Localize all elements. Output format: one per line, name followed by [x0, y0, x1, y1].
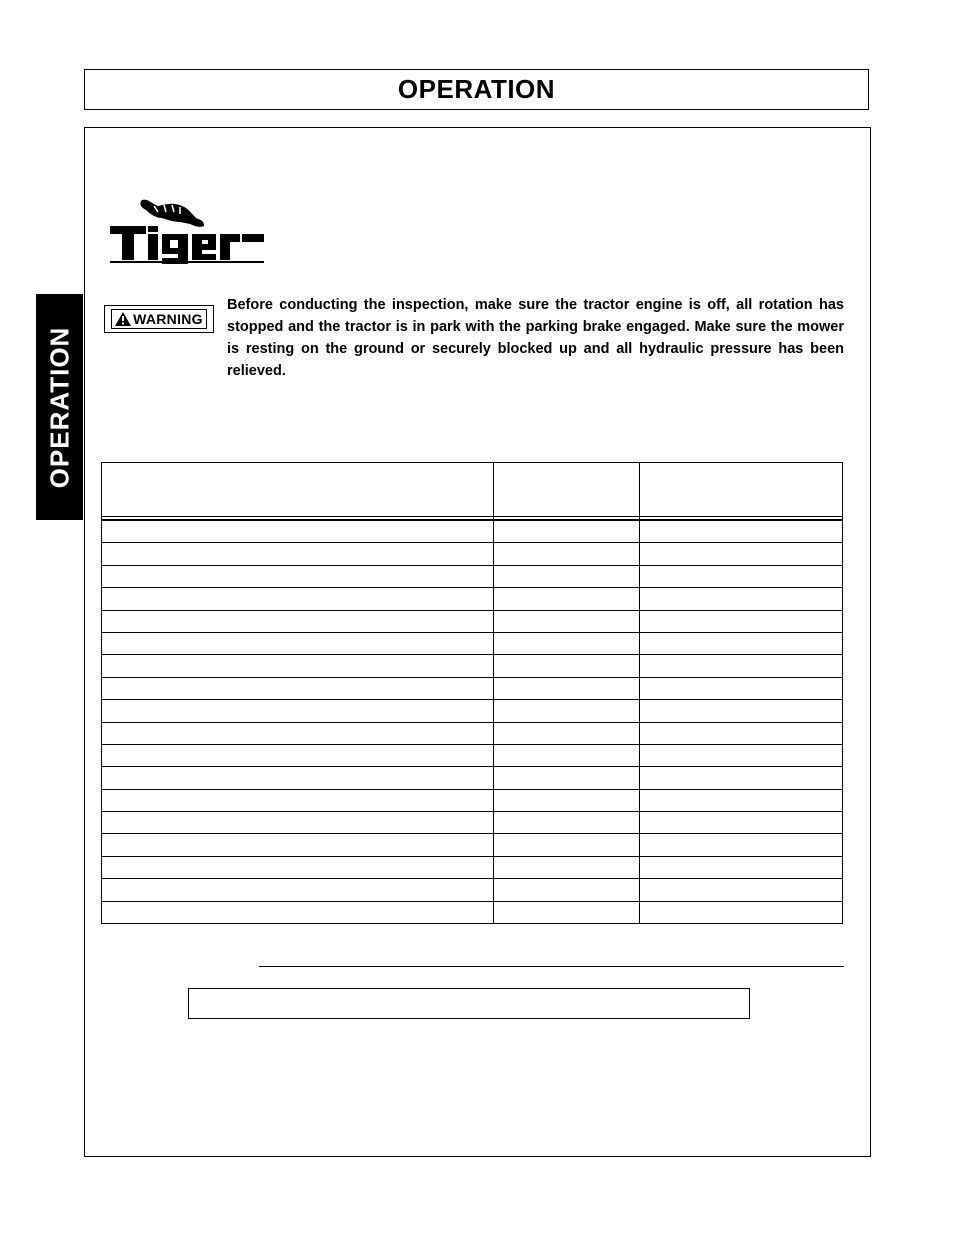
- table-body: [102, 517, 843, 924]
- table-cell: [102, 565, 494, 587]
- table-cell: [102, 879, 494, 901]
- table-cell: [494, 722, 640, 744]
- tiger-logo: [108, 196, 268, 268]
- table-row: [102, 588, 843, 610]
- table-row: [102, 632, 843, 654]
- table-cell: [102, 700, 494, 722]
- table-cell: [494, 588, 640, 610]
- table-cell: [102, 856, 494, 878]
- table-row: [102, 700, 843, 722]
- table-cell: [102, 834, 494, 856]
- table-cell: [640, 789, 843, 811]
- table-cell: [640, 700, 843, 722]
- table-cell: [640, 901, 843, 923]
- table-row: [102, 744, 843, 766]
- table-cell: [102, 610, 494, 632]
- table-cell: [494, 901, 640, 923]
- table-row: [102, 901, 843, 923]
- table-cell: [102, 632, 494, 654]
- inspection-table: [101, 462, 843, 924]
- table-cell: [640, 767, 843, 789]
- table-cell: [494, 543, 640, 565]
- table-row: [102, 856, 843, 878]
- table-row: [102, 767, 843, 789]
- table-cell: [640, 565, 843, 587]
- table-cell: [640, 588, 843, 610]
- table-row: [102, 543, 843, 565]
- table-cell: [640, 879, 843, 901]
- table-cell: [102, 655, 494, 677]
- table-cell: [640, 543, 843, 565]
- table-cell: [494, 565, 640, 587]
- table-cell: [494, 744, 640, 766]
- side-section-tab: [36, 294, 83, 520]
- table-cell: [640, 722, 843, 744]
- header-title-box: [84, 69, 869, 110]
- table-row: [102, 520, 843, 543]
- table-cell: [102, 520, 494, 543]
- tiger-wordmark: [110, 226, 264, 264]
- warning-badge: [104, 305, 214, 333]
- table-cell: [640, 834, 843, 856]
- tiger-figure: [140, 200, 204, 227]
- table-cell: [102, 722, 494, 744]
- table-header-cell: [102, 463, 494, 517]
- table-cell: [640, 812, 843, 834]
- table-row: [102, 677, 843, 699]
- table-row: [102, 565, 843, 587]
- table-cell: [494, 879, 640, 901]
- table-cell: [494, 700, 640, 722]
- table-cell: [102, 543, 494, 565]
- table-cell: [640, 677, 843, 699]
- table-header-row: [102, 463, 843, 517]
- table-cell: [102, 812, 494, 834]
- warning-triangle-icon: [115, 312, 131, 326]
- table-cell: [494, 610, 640, 632]
- table-cell: [494, 520, 640, 543]
- table-cell: [494, 767, 640, 789]
- table-cell: [494, 812, 640, 834]
- warning-message: Before conducting the inspection, make sure the tractor engine is off, all rotation has stopped and the tractor is in park with the parking brake engaged. Make sure the mower is resting on the ground or securely blocked up and all hydraulic pressure has been relieved.: [227, 297, 844, 379]
- table-row: [102, 722, 843, 744]
- table-cell: [640, 632, 843, 654]
- table-cell: [640, 744, 843, 766]
- table-row: [102, 834, 843, 856]
- table-cell: [640, 655, 843, 677]
- table-cell: [494, 834, 640, 856]
- table-cell: [102, 789, 494, 811]
- note-box: [188, 988, 750, 1019]
- table-row: [102, 655, 843, 677]
- table-row: [102, 610, 843, 632]
- table-cell: [494, 655, 640, 677]
- table-cell: [102, 901, 494, 923]
- table-cell: [494, 856, 640, 878]
- table-header-cell: [640, 463, 843, 517]
- table-row: [102, 789, 843, 811]
- table-cell: [494, 677, 640, 699]
- table-cell: [102, 744, 494, 766]
- table-cell: [640, 856, 843, 878]
- table-cell: [102, 767, 494, 789]
- table-row: [102, 812, 843, 834]
- table-cell: [102, 588, 494, 610]
- table-header-cell: [494, 463, 640, 517]
- table-cell: [640, 610, 843, 632]
- table-row: [102, 879, 843, 901]
- table-cell: [494, 789, 640, 811]
- page-title: OPERATION: [397, 74, 556, 104]
- signature-line: [259, 966, 844, 967]
- table-cell: [494, 632, 640, 654]
- side-tab-label: OPERATION: [44, 326, 75, 488]
- table-cell: [102, 677, 494, 699]
- warning-label: WARNING: [133, 311, 203, 327]
- table-cell: [640, 520, 843, 543]
